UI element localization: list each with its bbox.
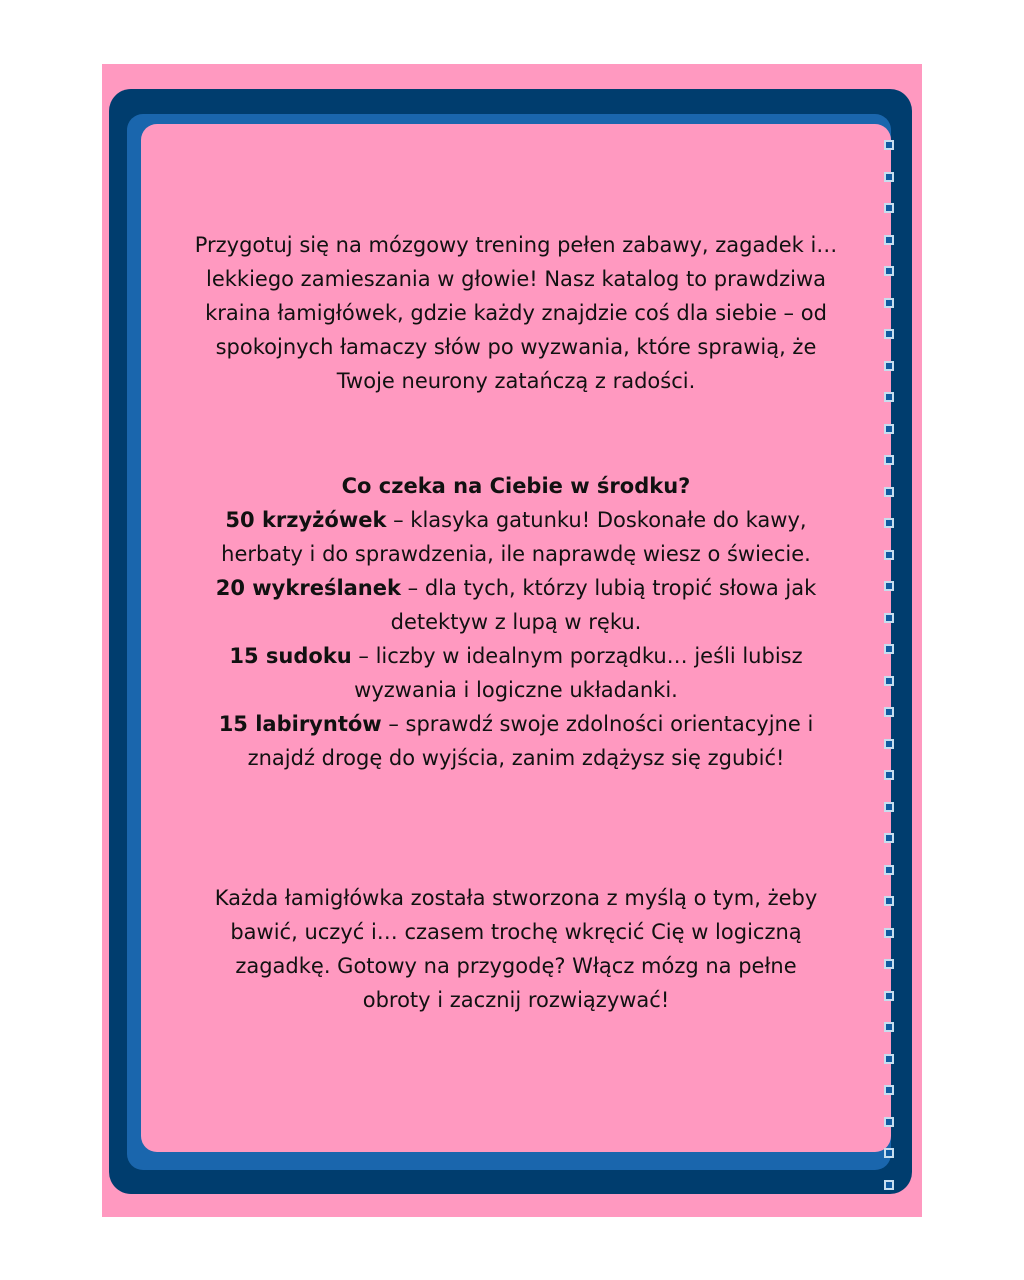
item-description: – sprawdź swoje zdolności orientacyjne i xyxy=(381,712,814,736)
binding-ring-icon xyxy=(884,865,894,875)
item-description: – dla tych, którzy lubią tropić słowa jak xyxy=(400,576,817,600)
binding-ring-icon xyxy=(884,266,894,276)
binding-ring-icon xyxy=(884,802,894,812)
binding-ring-icon xyxy=(884,896,894,906)
intro-line: Twoje neurony zatańczą z radości. xyxy=(336,369,696,393)
binding-ring-icon xyxy=(884,928,894,938)
item-title: 15 labiryntów xyxy=(218,712,382,736)
binding-ring-icon xyxy=(884,172,894,182)
intro-line: Przygotuj się na mózgowy trening pełen zabawy, zagadek i… xyxy=(194,233,838,257)
binding-ring-icon xyxy=(884,770,894,780)
binding-ring-icon xyxy=(884,235,894,245)
contents-item-crosswords xyxy=(141,503,891,537)
binding-ring-icon xyxy=(884,550,894,560)
binding-ring-icon xyxy=(884,676,894,686)
notebook-frame-inner xyxy=(127,114,891,1170)
outro-line: bawić, uczyć i… czasem trochę wkręcić Cię w logiczną xyxy=(230,920,802,944)
outro-line: obroty i zacznij rozwiązywać! xyxy=(362,988,670,1012)
intro-line: spokojnych łamaczy słów po wyzwania, które sprawią, że xyxy=(215,335,817,359)
binding-ring-icon xyxy=(884,1022,894,1032)
item-description-continued: detektyw z lupą w ręku. xyxy=(390,610,642,634)
item-description-continued: herbaty i do sprawdzenia, ile naprawdę wiesz o świecie. xyxy=(221,542,811,566)
contents-section xyxy=(141,469,891,775)
item-description: – klasyka gatunku! Doskonałe do kawy, xyxy=(386,508,807,532)
binding-ring-icon xyxy=(884,424,894,434)
outro-line: zagadkę. Gotowy na przygodę? Włącz mózg na pełne xyxy=(235,954,797,978)
binding-ring-icon xyxy=(884,140,894,150)
binding-ring-icon xyxy=(884,1180,894,1190)
binding-ring-icon xyxy=(884,298,894,308)
binding-ring-icon xyxy=(884,361,894,371)
binding-ring-icon xyxy=(884,613,894,623)
binding-ring-icon xyxy=(884,1085,894,1095)
spiral-binding xyxy=(884,140,898,1192)
item-title: 50 krzyżówek xyxy=(225,508,387,532)
binding-ring-icon xyxy=(884,487,894,497)
catalog-page xyxy=(102,64,922,1217)
binding-ring-icon xyxy=(884,707,894,717)
binding-ring-icon xyxy=(884,329,894,339)
item-description-continued: wyzwania i logiczne układanki. xyxy=(354,678,678,702)
binding-ring-icon xyxy=(884,1054,894,1064)
binding-ring-icon xyxy=(884,833,894,843)
contents-heading: Co czeka na Ciebie w środku? xyxy=(341,474,691,498)
binding-ring-icon xyxy=(884,1117,894,1127)
binding-ring-icon xyxy=(884,644,894,654)
binding-ring-icon xyxy=(884,959,894,969)
binding-ring-icon xyxy=(884,392,894,402)
binding-ring-icon xyxy=(884,581,894,591)
contents-item-wordsearch xyxy=(141,571,891,605)
outro-line: Każda łamigłówka została stworzona z myślą o tym, żeby xyxy=(214,886,818,910)
binding-ring-icon xyxy=(884,203,894,213)
binding-ring-icon xyxy=(884,518,894,528)
binding-ring-icon xyxy=(884,739,894,749)
intro-paragraph xyxy=(141,228,891,398)
notebook-frame-outer xyxy=(109,89,912,1194)
item-title: 15 sudoku xyxy=(229,644,352,668)
binding-ring-icon xyxy=(884,1148,894,1158)
item-description-continued: znajdź drogę do wyjścia, zanim zdążysz się zgubić! xyxy=(247,746,785,770)
intro-line: lekkiego zamieszania w głowie! Nasz katalog to prawdziwa xyxy=(206,267,826,291)
intro-line: kraina łamigłówek, gdzie każdy znajdzie coś dla siebie – od xyxy=(205,301,827,325)
contents-item-sudoku xyxy=(141,639,891,673)
outro-paragraph xyxy=(141,881,891,1017)
binding-ring-icon xyxy=(884,991,894,1001)
contents-item-mazes xyxy=(141,707,891,741)
notebook-content-area xyxy=(141,124,891,1152)
binding-ring-icon xyxy=(884,455,894,465)
item-title: 20 wykreślanek xyxy=(215,576,401,600)
item-description: – liczby w idealnym porządku… jeśli lubisz xyxy=(351,644,803,668)
